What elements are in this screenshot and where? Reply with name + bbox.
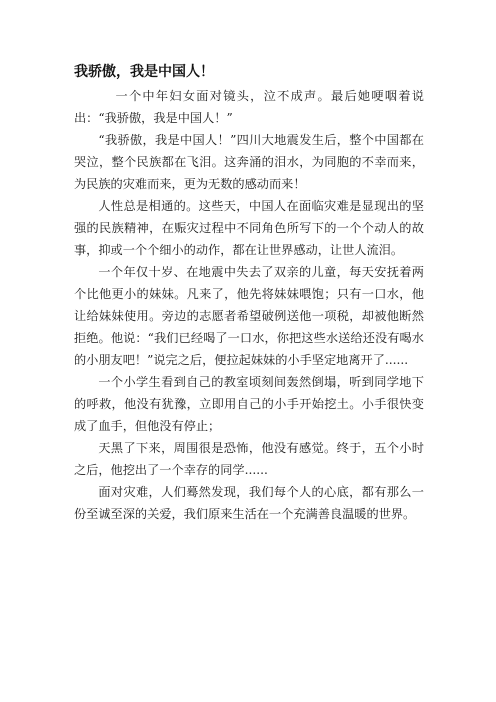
paragraph: 人性总是相通的。这些天，中国人在面临灾难是显现出的坚强的民族精神，在赈灾过程中不同角色所写下的一个个动人的故事，抑或一个个细小的动作，都在让世界感动，让世人流泪。 bbox=[74, 199, 424, 257]
paragraph: 一个年仅十岁、在地震中失去了双亲的儿童，每天安抚着两个比他更小的妹妹。凡来了，他先将妹妹喂饱；只有一口水，他让给妹妹使用。旁边的志愿者希望破例送他一项税，却被他断然拒绝。他说：“我们已经喝了一口水，你把这些水送给还没有喝水的小朋友吧！”说完之后，便拉起妹妹的小手坚定地离开了...... bbox=[74, 265, 424, 367]
paragraph: 天黑了下来，周围很是恐怖，他没有感觉。终于，五个小时之后，他挖出了一个幸存的同学...... bbox=[74, 441, 424, 477]
paragraph: 一个中年妇女面对镜头，泣不成声。最后她哽咽着说出：“我骄傲，我是中国人！” bbox=[74, 89, 424, 125]
article-body bbox=[74, 62, 424, 525]
paragraph: “我骄傲，我是中国人！”四川大地震发生后，整个中国都在哭泣，整个民族都在飞泪。这奔涌的泪水，为同胞的不幸而来，为民族的灾难而来，更为无数的感动而来！ bbox=[74, 133, 424, 191]
paragraph: 一个小学生看到自己的教室顷刻间轰然倒塌，听到同学地下的呼救，他没有犹豫，立即用自己的小手开始挖土。小手很快变成了血手，但他没有停止； bbox=[74, 375, 424, 433]
paragraph: 面对灾难，人们蓦然发现，我们每个人的心底，都有那么一份至诚至深的关爱，我们原来生活在一个充满善良温暖的世界。 bbox=[74, 485, 424, 521]
article-title: 我骄傲，我是中国人！ bbox=[74, 64, 214, 80]
